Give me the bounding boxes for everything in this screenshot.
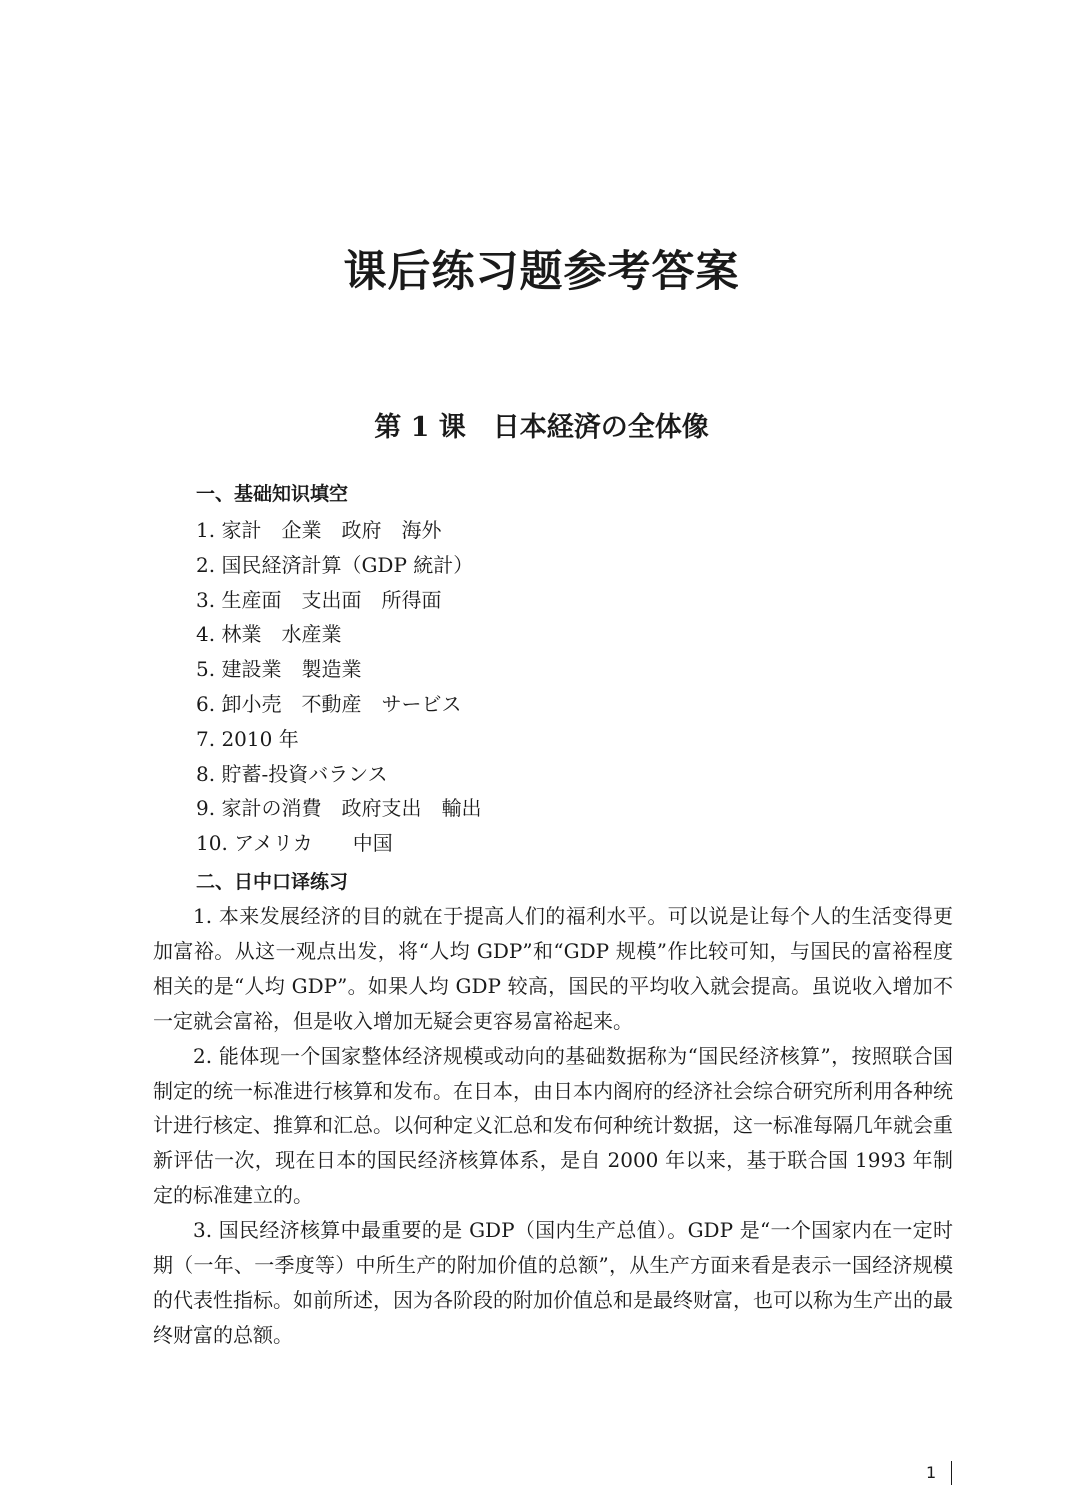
page-number-rule — [951, 1461, 952, 1485]
page-title: 课后练习题参考答案 — [343, 247, 740, 297]
answer-item: 2. 国民経済計算（GDP 統計） — [196, 552, 474, 577]
section-heading-interpretation: 二、日中口译练习 — [196, 871, 349, 893]
answer-item: 4. 林業 水産業 — [196, 622, 342, 647]
answer-item: 8. 貯蓄-投資バランス — [196, 761, 388, 786]
answer-item: 3. 生産面 支出面 所得面 — [196, 587, 442, 612]
paragraph: 3. 国民经济核算中最重要的是 GDP（国内生产总值）。GDP 是“一个国家内在一定时期（一年、一季度等）中所生产的附加价值的总额”，从生产方面来看是表示一国经济规模的代表性指标。如前所述，因为各阶段的附加价值总和是最终财富，也可以称为生产出的最终财富的总额。 — [153, 1218, 953, 1347]
answer-item: 5. 建設業 製造業 — [196, 657, 362, 682]
page-number: 1 — [926, 1463, 937, 1482]
paragraph: 2. 能体现一个国家整体经济规模或动向的基础数据称为“国民经济核算”，按照联合国制定的统一标准进行核算和发布。在日本，由日本内阁府的经济社会综合研究所利用各种统计进行核定、推算和汇总。以何种定义汇总和发布何种统计数据，这一标准每隔几年就会重新评估一次，现在日本的国民经济核算体系，是自 2000 年以来，基于联合国 1993 年制定的标准建立的。 — [153, 1043, 953, 1208]
answer-list — [196, 513, 481, 861]
answer-item: 1. 家計 企業 政府 海外 — [196, 518, 442, 542]
section-heading-fill-in: 一、基础知识填空 — [196, 483, 349, 505]
answer-item: 9. 家計の消費 政府支出 輸出 — [196, 796, 482, 821]
answer-item: 6. 卸小売 不動産 サービス — [196, 691, 462, 716]
answer-item: 7. 2010 年 — [196, 726, 299, 751]
answer-item: 10. アメリカ 中国 — [196, 831, 393, 856]
paragraph: 1. 本来发展经济的目的就在于提高人们的福利水平。可以说是让每个人的生活变得更加富裕。从这一观点出发，将“人均 GDP”和“GDP 规模”作比较可知，与国民的富裕程度相关的是“人均 GDP”。如果人均 GDP 较高，国民的平均收入就会提高。虽说收入增加不一定就会富裕，但是收入增加无疑会更容易富裕起来。 — [153, 904, 953, 1033]
interpretation-paragraphs — [153, 899, 953, 1353]
lesson-title: 第 1 课 日本経済の全体像 — [374, 412, 709, 443]
